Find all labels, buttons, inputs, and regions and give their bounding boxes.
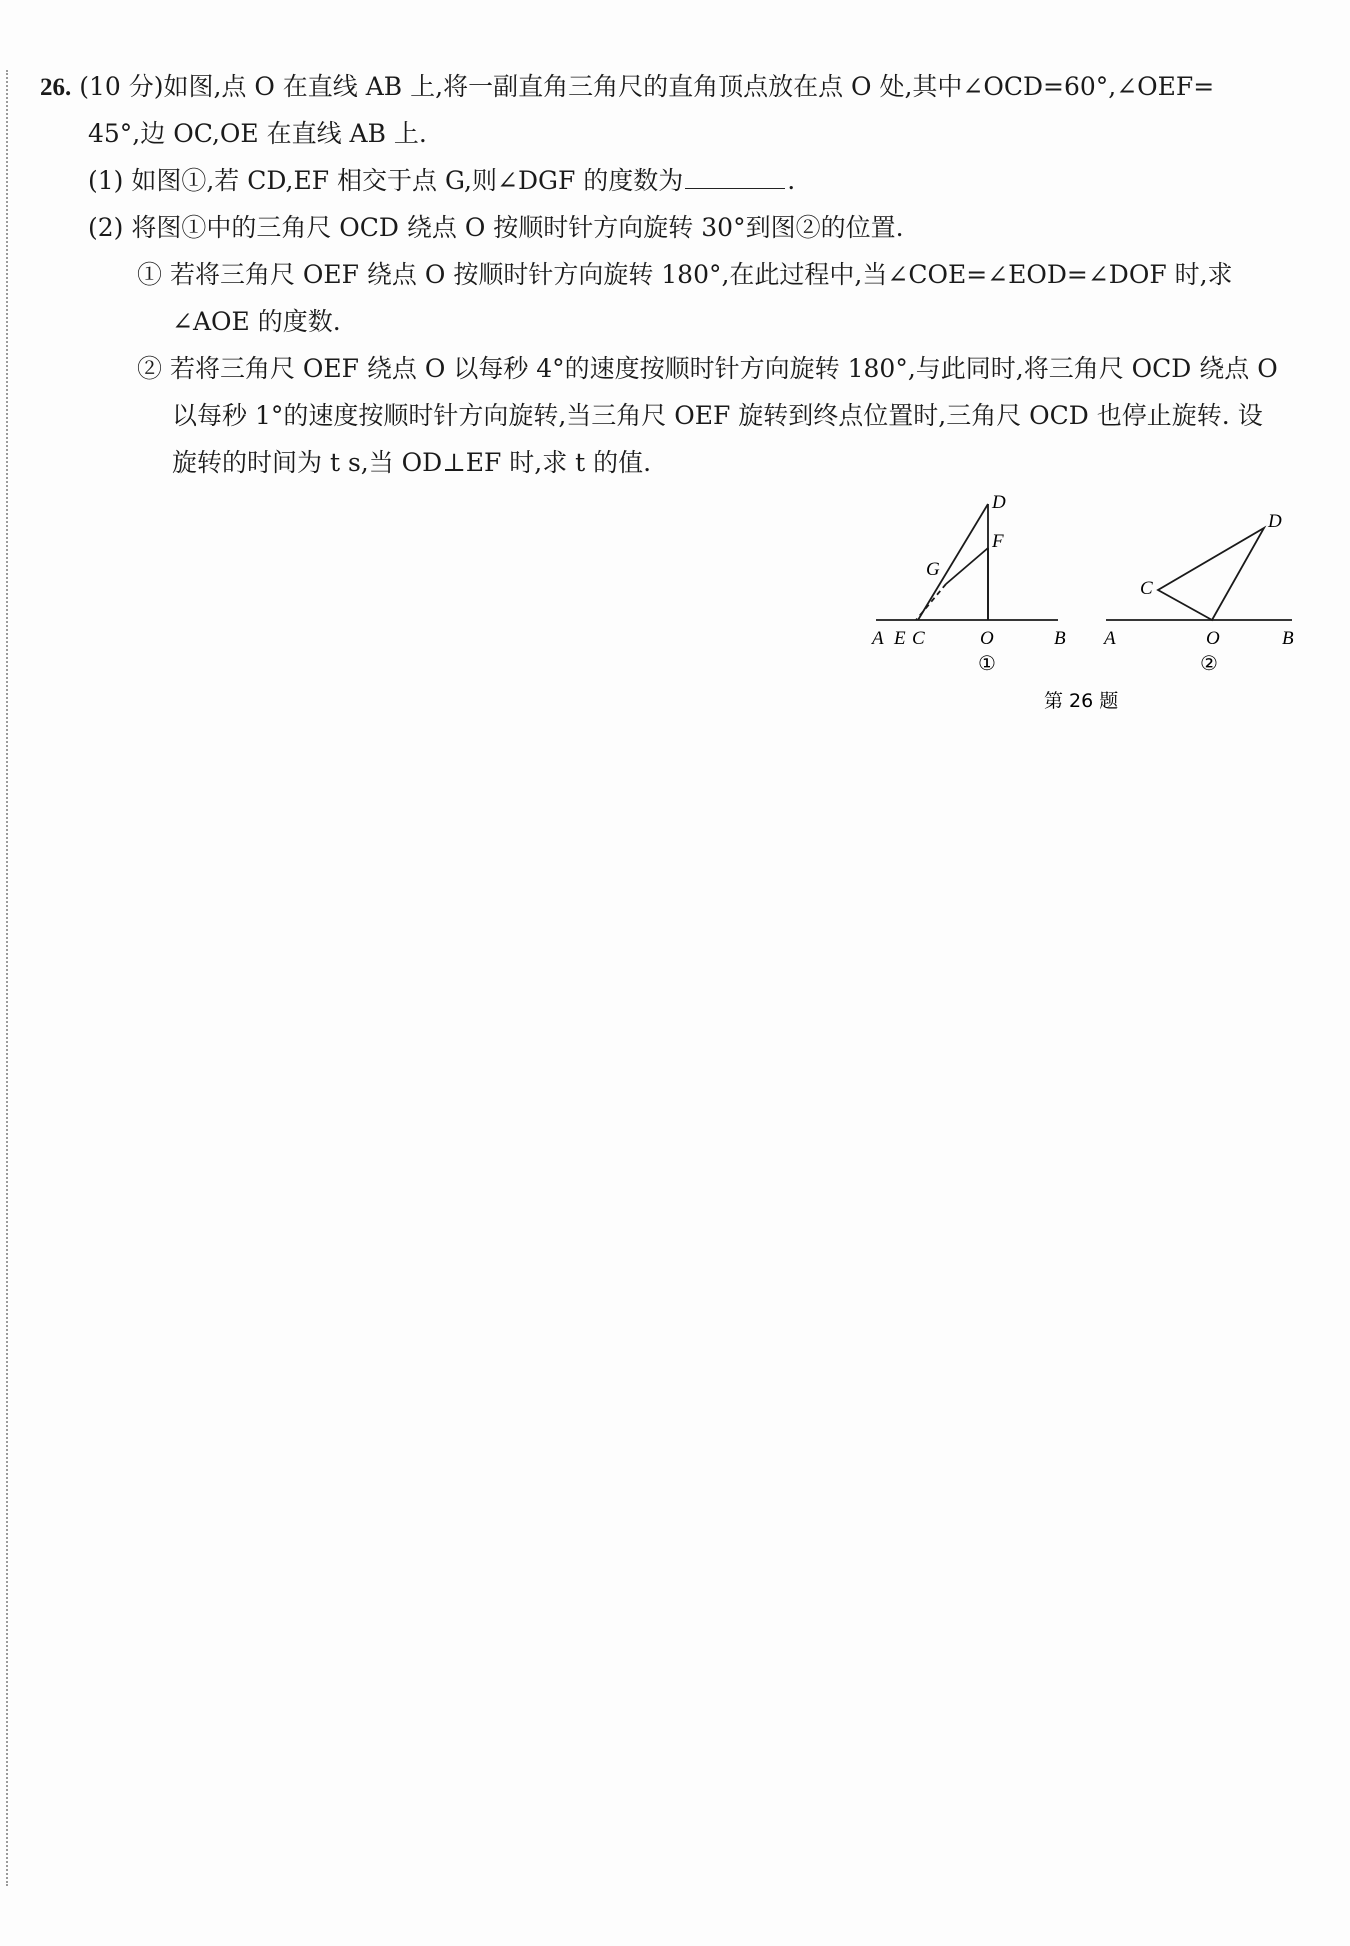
fig1-label-d: D xyxy=(992,492,1006,513)
fig1-line-eg-dashed xyxy=(916,584,946,620)
part-1-end: . xyxy=(787,166,796,195)
fig1-label-c: C xyxy=(912,628,925,649)
fig2-label-c: C xyxy=(1140,578,1153,599)
fig1-label-b: B xyxy=(1054,628,1066,649)
fig1-label-f: F xyxy=(992,531,1004,552)
sub-question-2-line-3 xyxy=(172,446,651,480)
fig2-number: ② xyxy=(1200,651,1218,675)
fig2-label-d: D xyxy=(1268,511,1282,532)
fig1-label-o: O xyxy=(980,628,994,649)
sub-question-1-text-2: ∠AOE 的度数. xyxy=(172,307,341,336)
figure-1 xyxy=(876,504,1058,620)
figure-2 xyxy=(1106,528,1292,620)
fig1-label-a: A xyxy=(872,628,884,649)
part-1-text: (1) 如图①,若 CD,EF 相交于点 G,则∠DGF 的度数为 xyxy=(88,166,684,195)
sub-question-2-text-2: 以每秒 1°的速度按顺时针方向旋转,当三角尺 OEF 旋转到终点位置时,三角尺 OCD 也停止旋转. 设 xyxy=(172,401,1263,430)
sub-question-1-text-1: ① 若将三角尺 OEF 绕点 O 按顺时针方向旋转 180°,在此过程中,当∠COE=∠EOD=∠DOF 时,求 xyxy=(137,260,1233,289)
sub-question-2-line-2 xyxy=(172,399,1263,433)
fig1-line-gf xyxy=(946,548,988,584)
part-2 xyxy=(88,211,904,245)
fig1-number: ① xyxy=(978,651,996,675)
sub-question-2-text-3: 旋转的时间为 t s,当 OD⊥EF 时,求 t 的值. xyxy=(172,448,652,477)
question-line-1 xyxy=(40,70,1214,105)
figure-caption: 第 26 题 xyxy=(1044,690,1119,712)
fig2-label-b: B xyxy=(1282,628,1294,649)
sub-question-2-line-1 xyxy=(137,352,1278,386)
fig2-label-o: O xyxy=(1206,628,1220,649)
question-stem-2: 45°,边 OC,OE 在直线 AB 上. xyxy=(88,119,427,148)
figure-svg xyxy=(860,490,1330,720)
sub-question-2-text-1: ② 若将三角尺 OEF 绕点 O 以每秒 4°的速度按顺时针方向旋转 180°,与此同时,将三角尺 OCD 绕点 O xyxy=(137,354,1278,383)
fig1-label-e: E xyxy=(894,628,906,649)
fig2-triangle-ocd xyxy=(1158,528,1264,620)
part-2-text: (2) 将图①中的三角尺 OCD 绕点 O 按顺时针方向旋转 30°到图②的位置. xyxy=(88,213,904,242)
question-line-2 xyxy=(88,117,427,151)
question-stem-1: (10 分)如图,点 O 在直线 AB 上,将一副直角三角尺的直角顶点放在点 O 处,其中∠OCD=60°,∠OEF= xyxy=(79,72,1215,101)
sub-question-1-line-2 xyxy=(172,305,341,339)
fig1-label-g: G xyxy=(926,559,940,580)
part-1 xyxy=(88,164,795,198)
fig2-label-a: A xyxy=(1104,628,1116,649)
sub-question-1-line-1 xyxy=(137,258,1233,292)
answer-blank[interactable] xyxy=(685,166,785,189)
question-number: 26. xyxy=(40,74,72,101)
geometry-figure xyxy=(860,490,1330,720)
